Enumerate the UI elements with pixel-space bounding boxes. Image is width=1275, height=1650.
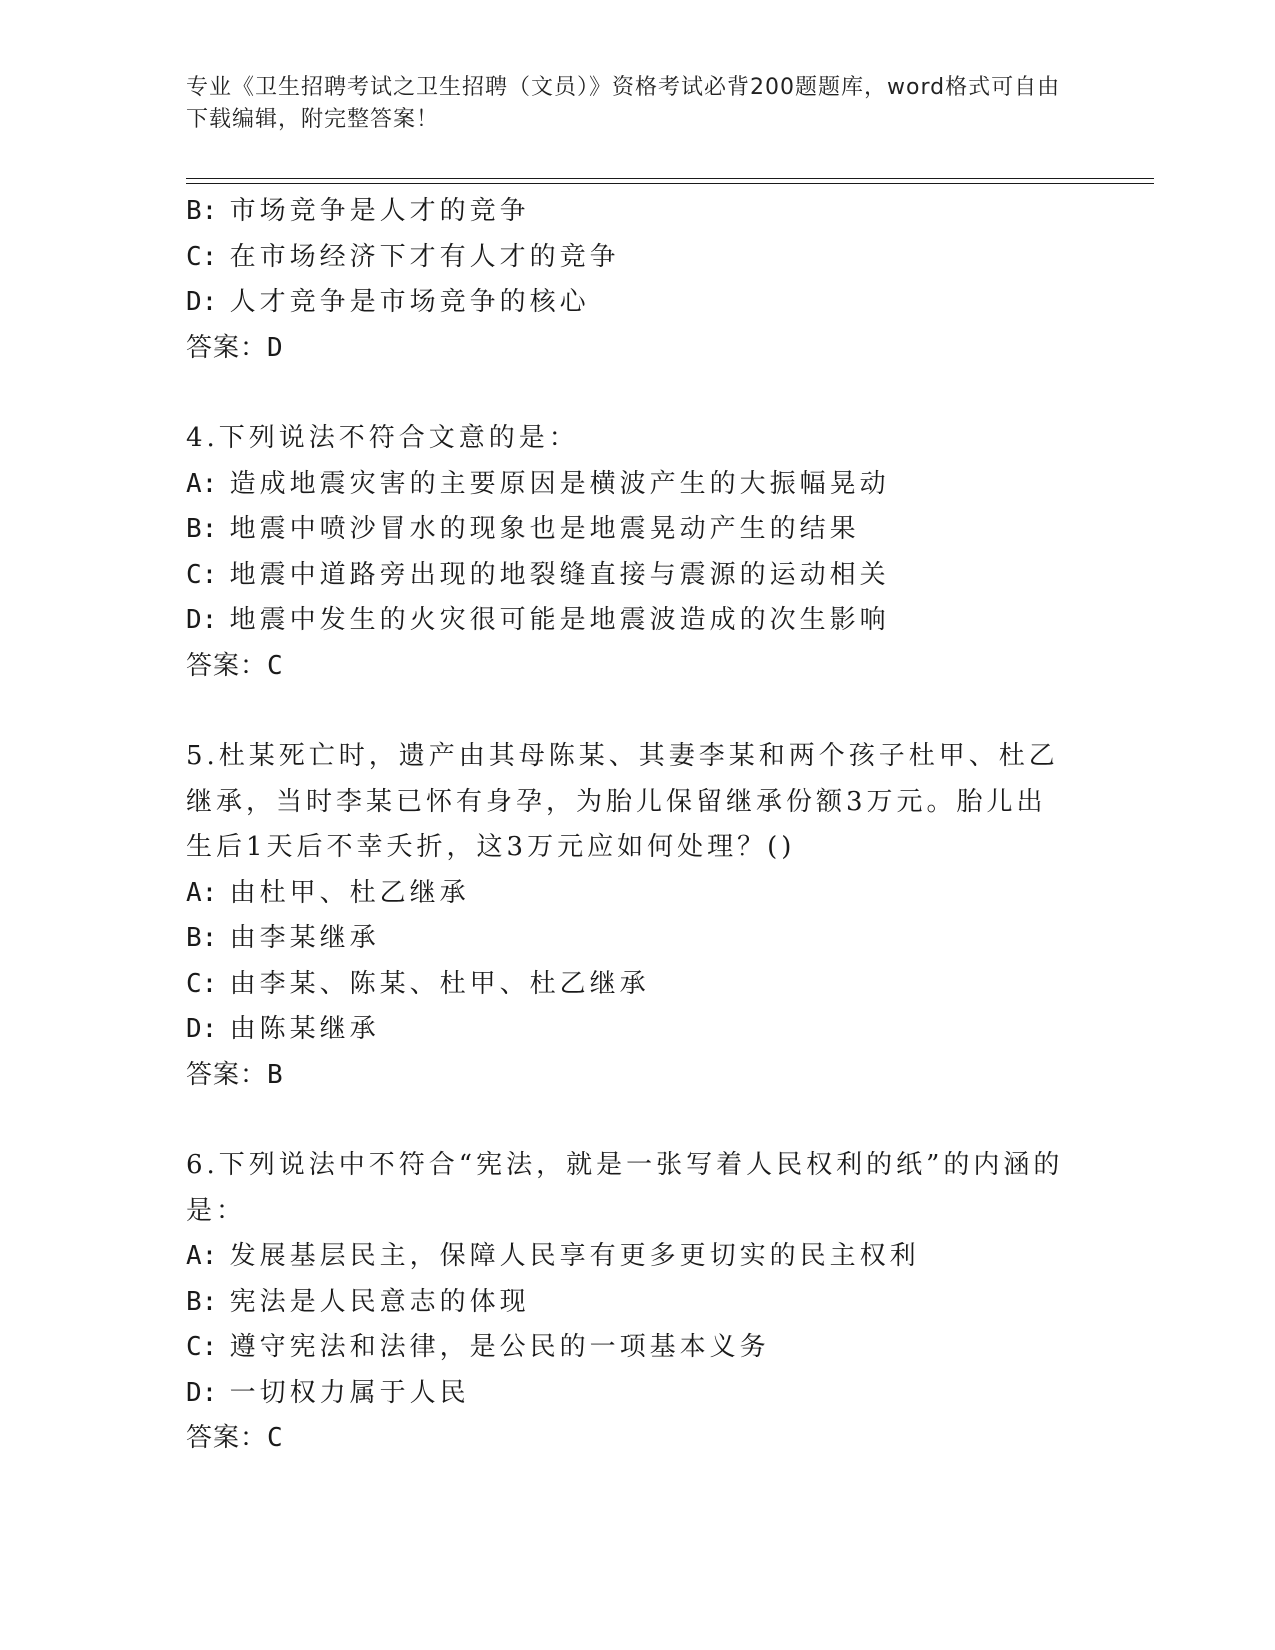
question-4 [186,416,1086,689]
option-letter: A: [186,468,218,499]
question-stem: 5.杜某死亡时，遗产由其母陈某、其妻李某和两个孩子杜甲、杜乙继承，当时李某已怀有身孕，为胎儿保留继承份额3万元。胎儿出生后1天后不幸夭折，这3万元应如何处理？() [186,741,1059,862]
option-letter: D: [186,605,218,635]
answer-line [186,1416,1086,1462]
option-text: 人才竞争是市场竞争的核心 [229,287,590,317]
header-divider-bottom [186,183,1154,184]
question-stem: 4.下列说法不符合文意的是： [186,423,579,453]
option-d [186,1371,1086,1417]
question-stem: 6.下列说法中不符合“宪法，就是一张写着人民权利的纸”的内涵的是： [186,1150,1064,1226]
option-text: 遵守宪法和法律，是公民的一项基本义务 [229,1332,770,1362]
option-text: 由杜甲、杜乙继承 [229,877,470,908]
answer-line [186,326,1086,372]
option-letter: A: [186,877,218,908]
option-text: 地震中道路旁出现的地裂缝直接与震源的运动相关 [229,559,890,590]
option-letter: D: [186,287,218,317]
option-text: 地震中喷沙冒水的现象也是地震晃动产生的结果 [229,514,860,544]
option-letter: B: [186,514,218,544]
option-letter: C: [186,241,218,272]
option-text: 一切权力属于人民 [229,1377,470,1408]
option-c [186,1325,1086,1371]
question-list [186,189,1086,1462]
answer-value: B [267,1059,284,1090]
answer-label: 答案： [186,650,268,681]
option-c [186,962,1086,1008]
answer-value: C [267,1423,284,1453]
answer-value: D [267,332,284,363]
option-letter: C: [186,1332,218,1362]
question-5 [186,734,1086,1098]
answer-label: 答案： [186,1059,268,1090]
option-d [186,598,1086,644]
option-letter: B: [186,923,218,953]
header-divider-top [186,178,1154,179]
option-text: 造成地震灾害的主要原因是横波产生的大振幅晃动 [229,468,890,499]
option-letter: D: [186,1377,218,1408]
option-a [186,871,1086,917]
answer-value: C [267,650,284,681]
option-letter: B: [186,196,218,226]
option-text: 宪法是人民意志的体现 [229,1286,530,1317]
document-header: 专业《卫生招聘考试之卫生招聘（文员）》资格考试必背200题题库，word格式可自由下载编辑，附完整答案！ [186,75,1061,132]
option-text: 市场竞争是人才的竞争 [229,196,530,226]
option-text: 由陈某继承 [229,1014,380,1044]
option-text: 地震中发生的火灾很可能是地震波造成的次生影响 [229,605,890,635]
option-b [186,189,1086,235]
option-text: 由李某、陈某、杜甲、杜乙继承 [229,968,650,999]
option-letter: D: [186,1014,218,1044]
option-b [186,507,1086,553]
option-d [186,280,1086,326]
option-letter: A: [186,1241,218,1271]
answer-line [186,644,1086,690]
question-3-continued [186,189,1086,371]
option-c [186,235,1086,281]
answer-label: 答案： [186,1423,268,1453]
option-letter: C: [186,968,218,999]
option-b [186,1280,1086,1326]
option-b [186,916,1086,962]
option-letter: C: [186,559,218,590]
answer-line [186,1053,1086,1099]
option-d [186,1007,1086,1053]
option-a [186,1234,1086,1280]
option-letter: B: [186,1286,218,1317]
option-a [186,462,1086,508]
option-c [186,553,1086,599]
option-text: 由李某继承 [229,923,380,953]
option-text: 在市场经济下才有人才的竞争 [229,241,620,272]
option-text: 发展基层民主，保障人民享有更多更切实的民主权利 [229,1241,920,1271]
answer-label: 答案： [186,332,268,363]
question-6 [186,1143,1086,1462]
